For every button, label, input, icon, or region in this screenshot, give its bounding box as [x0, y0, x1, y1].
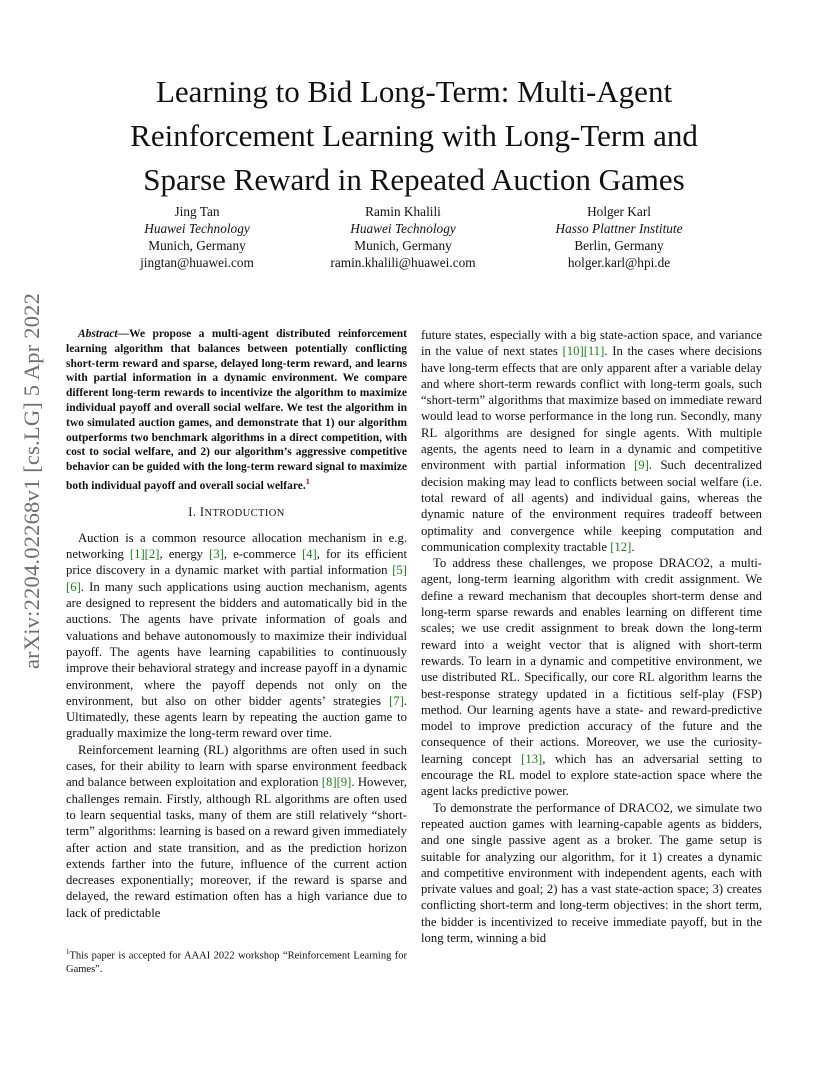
footnote-text: This paper is accepted for AAAI 2022 workshop “Reinforcement Learning for Games”.	[66, 950, 407, 975]
author-name: Holger Karl	[587, 204, 651, 219]
citation-link[interactable]: [7]	[389, 693, 404, 708]
abstract-label: Abstract	[78, 328, 118, 340]
title-line: Sparse Reward in Repeated Auction Games	[143, 162, 685, 197]
citation-link[interactable]: [9]	[634, 458, 649, 473]
text-run: . In many such applications using auction mechanism, agents are designed to represent the bidders and automatically bid in the auctions. The agents have private information of goals and valuations and behave autonomously to maximize their individual payoff. The agents have learning capabilities to continuously improve their behavioral strategy and increase payoff in a dynamic environment, where the payoff depends not only on the environment, but also on other bidder agents’ strategies	[66, 579, 407, 708]
author-email: jingtan@huawei.com	[140, 255, 254, 270]
citation-link[interactable]: [9]	[336, 775, 352, 790]
section-title-rest: NTRODUCTION	[204, 507, 285, 519]
citation-link[interactable]: [8]	[321, 775, 337, 790]
section-number: I.	[188, 504, 197, 519]
paragraph	[66, 530, 407, 742]
citation-link[interactable]: [3]	[209, 547, 224, 562]
author-block	[509, 203, 729, 271]
citation-link[interactable]: [13]	[521, 751, 543, 766]
paragraph	[66, 742, 407, 921]
right-column	[421, 327, 762, 946]
text-run: , for its efficient price discovery in a dynamic market with partial information	[66, 547, 407, 578]
text-run: , energy	[159, 547, 210, 562]
text-run: . Ultimatedly, these agents learn by repeating the auction game to gradually maximize the long-term reward over time.	[66, 693, 407, 741]
arxiv-sidebar	[12, 293, 52, 668]
paragraph	[421, 555, 762, 799]
citation-link[interactable]: [4]	[301, 547, 317, 562]
arxiv-identifier: arXiv:2204.02268v1 [cs.LG] 5 Apr 2022	[19, 292, 44, 669]
text-run: future states, especially with a big state-action space, and variance in the value of next states	[421, 328, 762, 359]
title-line: Learning to Bid Long-Term: Multi-Agent	[155, 74, 673, 109]
text-run: . Such decentralized decision making may lead to conflicts between social welfare (i.e. total reward of all agents) and individual gains, whereas the dynamic nature of the environment requires tradeoff between optimality and convergence while keeping computation and communication complexity tractable	[421, 458, 762, 554]
text-run: . However, challenges remain. Firstly, although RL algorithms are often used to learn sequential tasks, many of them are still relatively “short-term” algorithms: learning is based on a reward given immediately after action and state transition, and as the prediction horizon extends farther into the future, influence of the current action decreases exponentially; moreover, if the reward is sparse and delayed, the reward estimation often has a high variance due to lack of predictable	[66, 775, 407, 920]
citation-link[interactable]: [10]	[562, 344, 584, 359]
citation-link[interactable]: [2]	[144, 547, 160, 562]
left-column	[66, 327, 407, 921]
text-run: To address these challenges, we propose DRACO2, a multi-agent, long-term learning algorithm with credit assignment. We define a reward mechanism that decouples short-term dense and long-term sparse rewards and enables learning on different time scales; we use credit assignment to break down the long-term reward into a weight vector that is aligned with short-term rewards. To learn in a dynamic and competitive environment, we use distributed RL. Specifically, our core RL algorithm learns the best-response strategy updated in a fictitious self-play (FSP) method. Our learning agents have a state- and reward-predictive model to improve prediction accuracy of the future and the consequence of their actions. Moreover, we use the curiosity-learning concept	[421, 556, 762, 766]
footnote	[66, 946, 407, 976]
author-email: holger.karl@hpi.de	[567, 255, 671, 270]
text-run: , which has an adversarial setting to encourage the RL model to explore state-action space where the agent lacks predictive power.	[421, 751, 762, 799]
abstract-text: —We propose a multi-agent distributed reinforcement learning algorithm that balances between potentially conflicting short-term reward and sparse, delayed long-term reward, and learns with partial information in a dynamic environment. We compare different long-term rewards to incentivize the algorithm to maximize individual payoff and overall social welfare. We test the algorithm in two simulated auction games, and demonstrate that 1) our algorithm outperforms two benchmark algorithms in a direct competition, with cost to social welfare, and 2) our algorithm’s aggressive competitive behavior can be guided with the long-term reward signal to maximize both individual payoff and overall social welfare.	[66, 328, 407, 492]
text-run: , e-commerce	[223, 547, 302, 562]
citation-link[interactable]: [5]	[392, 563, 407, 578]
title-line: Reinforcement Learning with Long-Term and	[130, 118, 698, 153]
section-title-initial: I	[199, 504, 205, 519]
author-name: Jing Tan	[174, 204, 220, 219]
section-heading	[66, 504, 407, 522]
citation-link[interactable]: [12]	[610, 539, 632, 554]
paragraph-continued	[421, 327, 762, 555]
author-affiliation: Huawei Technology	[144, 221, 250, 236]
text-run: . In the cases where decisions have long-term effects that are only apparent after a variable delay and where short-term rewards conflict with long-term goals, such “short-term” algorithms that maximize based on immediate reward would lead to worse performance in the long run. Secondly, many RL algorithms are designed for single agents. With multiple agents, the agents need to learn in a dynamic and competitive environment with partial information	[421, 344, 762, 473]
text-run: Reinforcement learning (RL) algorithms are often used in such cases, for their ability to learn with sparse environment feedback and balance between exploitation and exploration	[66, 742, 407, 790]
footnote-link[interactable]: 1	[305, 476, 310, 486]
citation-link[interactable]: [6]	[66, 579, 81, 594]
paper-title	[60, 70, 768, 202]
footnote-mark: 1	[66, 948, 70, 956]
author-block	[293, 203, 513, 271]
author-affiliation: Hasso Plattner Institute	[555, 221, 683, 236]
author-block	[87, 203, 307, 271]
author-affiliation: Huawei Technology	[350, 221, 456, 236]
author-location: Munich, Germany	[148, 238, 246, 253]
author-location: Berlin, Germany	[574, 238, 664, 253]
text-run: Auction is a common resource allocation mechanism in e.g. networking	[66, 530, 407, 562]
author-location: Munich, Germany	[354, 238, 452, 253]
citation-link[interactable]: [1]	[129, 547, 145, 562]
abstract	[66, 327, 407, 494]
paragraph: To demonstrate the performance of DRACO2, we simulate two repeated auction games with learning-capable agents as bidders, and one single passive agent as a broker. The game setup is suitable for analyzing our algorithm, for it 1) creates a dynamic and competitive environment with independent agents, each with private values and goal; 2) has a vast state-action space; 3) creates conflicting short-term and long-term objectives: in the short term, the bidder is incentivized to receive immediate payoff, but in the long term, winning a bid	[421, 800, 762, 945]
text-run: .	[631, 539, 635, 554]
author-name: Ramin Khalili	[365, 204, 441, 219]
citation-link[interactable]: [11]	[583, 344, 605, 359]
author-email: ramin.khalili@huawei.com	[330, 255, 476, 270]
